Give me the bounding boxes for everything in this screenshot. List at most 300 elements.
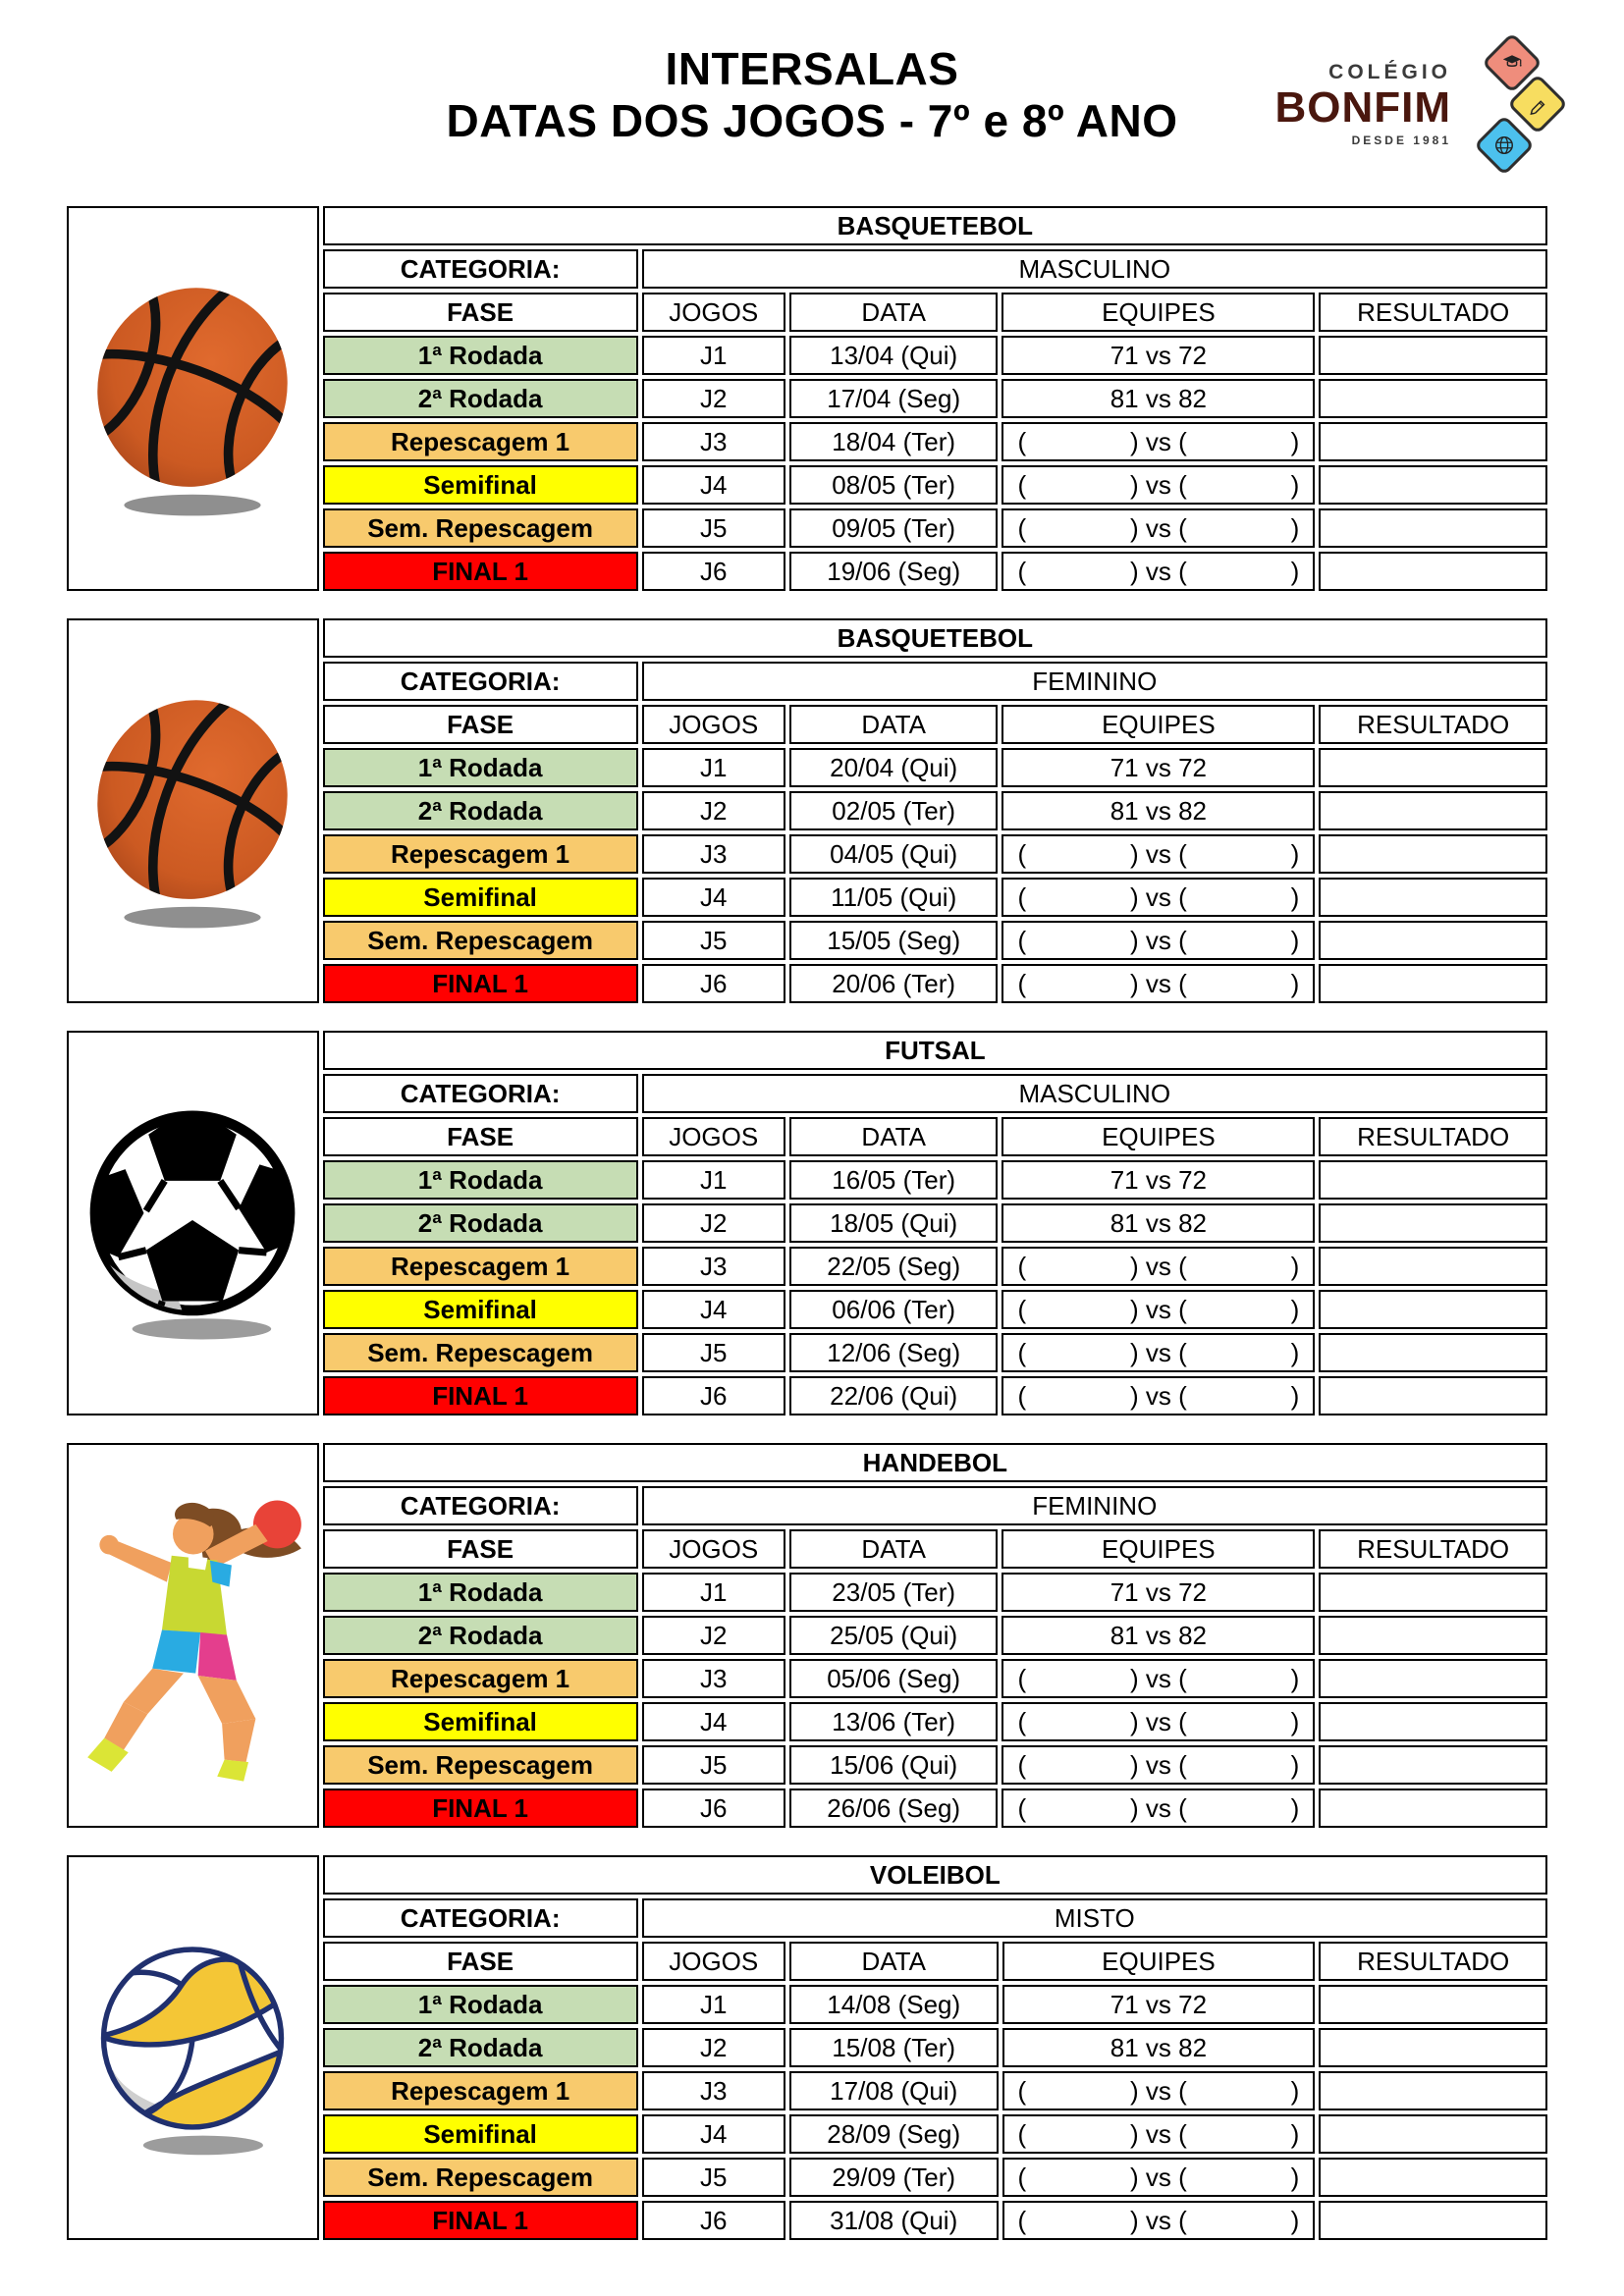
equipes-blank-template: [1007, 839, 1309, 870]
jogo-cell: J4: [642, 878, 785, 917]
jogo-cell: J6: [642, 1789, 785, 1828]
sport-icon-cell: [67, 1855, 319, 2240]
column-header-data: DATA: [789, 1942, 999, 1981]
logo-text: [1274, 62, 1451, 146]
equipes-blank-template: [1008, 2119, 1310, 2150]
resultado-cell: [1319, 2028, 1547, 2067]
handball-player-icon: [73, 1765, 319, 1794]
equipes-paren: ): [1290, 968, 1300, 998]
resultado-cell: [1319, 1745, 1547, 1785]
equipes-paren: ): [1290, 2118, 1300, 2149]
equipes-blank-template: [1007, 969, 1309, 999]
column-header-equipes: EQUIPES: [1001, 293, 1315, 332]
equipes-blank-template: [1007, 1750, 1309, 1781]
equipes-paren: ): [1290, 512, 1300, 543]
fase-cell: 2ª Rodada: [323, 1616, 638, 1655]
equipes-cell: [1002, 2158, 1316, 2197]
categoria-value: MASCULINO: [642, 1074, 1547, 1113]
resultado-cell: [1319, 1247, 1547, 1286]
jogo-cell: J6: [642, 2201, 785, 2240]
equipes-cell: 81 vs 82: [1001, 791, 1315, 830]
fase-cell: FINAL 1: [323, 1789, 638, 1828]
categoria-label: CATEGORIA:: [323, 1486, 638, 1525]
equipes-cell: [1001, 1247, 1315, 1286]
jogo-cell: J2: [642, 791, 785, 830]
equipes-paren: ) vs (: [1129, 1792, 1187, 1823]
data-cell: 08/05 (Ter): [789, 465, 999, 505]
data-cell: 05/06 (Seg): [789, 1659, 999, 1698]
logo-bonfim-label: BONFIM: [1274, 83, 1451, 132]
equipes-paren: (: [1017, 1380, 1027, 1411]
equipes-paren: ) vs (: [1130, 2075, 1187, 2106]
column-header-jogos: JOGOS: [642, 1529, 785, 1569]
equipes-cell: 81 vs 82: [1001, 379, 1315, 418]
jogo-cell: J2: [642, 379, 785, 418]
equipes-paren: ) vs (: [1129, 968, 1187, 998]
resultado-cell: [1319, 2158, 1547, 2197]
column-header-data: DATA: [789, 1529, 999, 1569]
equipes-paren: ) vs (: [1129, 1294, 1187, 1324]
fase-cell: FINAL 1: [323, 552, 638, 591]
schedule-table-basquetebol-feminino: [63, 614, 1551, 1007]
jogo-cell: J4: [642, 465, 785, 505]
fase-cell: Sem. Repescagem: [323, 508, 638, 548]
equipes-paren: (: [1017, 2075, 1027, 2106]
schedule-table-voleibol-misto: [63, 1851, 1551, 2244]
column-header-equipes: EQUIPES: [1001, 1117, 1315, 1156]
equipes-paren: ): [1290, 426, 1300, 456]
resultado-cell: [1319, 1290, 1547, 1329]
table-row: [67, 618, 1547, 658]
equipes-cell: 71 vs 72: [1001, 1160, 1315, 1200]
equipes-cell: [1001, 878, 1315, 917]
column-header-fase: FASE: [323, 293, 638, 332]
equipes-cell: [1001, 508, 1315, 548]
resultado-cell: [1319, 878, 1547, 917]
fase-cell: 2ª Rodada: [323, 1203, 638, 1243]
equipes-blank-template: [1007, 1664, 1309, 1694]
equipes-paren: (: [1017, 1251, 1027, 1281]
volleyball-icon: [85, 2135, 299, 2164]
equipes-paren: ): [1290, 1294, 1300, 1324]
equipes-blank-template: [1007, 1381, 1309, 1412]
column-header-fase: FASE: [323, 705, 638, 744]
jogo-cell: J3: [642, 1247, 785, 1286]
equipes-paren: (: [1017, 881, 1027, 912]
column-header-resultado: RESULTADO: [1319, 293, 1547, 332]
data-cell: 29/09 (Ter): [789, 2158, 999, 2197]
data-cell: 18/05 (Qui): [789, 1203, 999, 1243]
equipes-paren: ): [1290, 838, 1300, 869]
equipes-paren: ): [1290, 881, 1300, 912]
equipes-cell: 71 vs 72: [1001, 336, 1315, 375]
data-cell: 19/06 (Seg): [789, 552, 999, 591]
equipes-paren: ) vs (: [1129, 881, 1187, 912]
equipes-cell: [1002, 2201, 1316, 2240]
equipes-paren: ): [1290, 1380, 1300, 1411]
schedule-table-futsal-masculino: [63, 1027, 1551, 1419]
fase-cell: Repescagem 1: [323, 834, 638, 874]
column-header-jogos: JOGOS: [642, 705, 785, 744]
data-cell: 15/05 (Seg): [789, 921, 999, 960]
equipes-cell: [1002, 2071, 1316, 2110]
sport-icon-cell: [67, 1031, 319, 1415]
equipes-cell: [1001, 964, 1315, 1003]
data-cell: 22/06 (Qui): [789, 1376, 999, 1415]
equipes-paren: ): [1290, 1792, 1300, 1823]
resultado-cell: [1319, 748, 1547, 787]
basketball-icon: [75, 496, 310, 525]
sport-title: FUTSAL: [323, 1031, 1547, 1070]
column-header-fase: FASE: [323, 1529, 638, 1569]
equipes-cell: [1001, 1702, 1315, 1741]
resultado-cell: [1319, 1160, 1547, 1200]
page-title-line2: DATAS DOS JOGOS - 7º e 8º ANO: [446, 94, 1178, 146]
equipes-blank-template: [1007, 470, 1309, 501]
data-cell: 18/04 (Ter): [789, 422, 999, 461]
equipes-paren: (: [1017, 1792, 1027, 1823]
resultado-cell: [1319, 1203, 1547, 1243]
equipes-paren: ): [1290, 1749, 1300, 1780]
column-header-data: DATA: [789, 705, 999, 744]
equipes-paren: (: [1017, 1663, 1027, 1693]
column-header-jogos: JOGOS: [642, 1117, 785, 1156]
data-cell: 15/06 (Qui): [789, 1745, 999, 1785]
equipes-paren: ) vs (: [1129, 426, 1187, 456]
fase-cell: Repescagem 1: [323, 1659, 638, 1698]
jogo-cell: J5: [642, 921, 785, 960]
data-cell: 31/08 (Qui): [789, 2201, 999, 2240]
equipes-cell: [1001, 1290, 1315, 1329]
equipes-cell: [1001, 1376, 1315, 1415]
data-cell: 04/05 (Qui): [789, 834, 999, 874]
resultado-cell: [1319, 1659, 1547, 1698]
equipes-paren: ) vs (: [1129, 556, 1187, 586]
categoria-value: FEMININO: [642, 662, 1547, 701]
fase-cell: 1ª Rodada: [323, 748, 638, 787]
equipes-blank-template: [1007, 882, 1309, 913]
schedule-table-basquetebol-masculino: [63, 202, 1551, 595]
equipes-cell: 71 vs 72: [1001, 748, 1315, 787]
column-header-jogos: JOGOS: [642, 1942, 785, 1981]
column-header-jogos: JOGOS: [642, 293, 785, 332]
equipes-paren: ): [1290, 2205, 1300, 2235]
equipes-paren: ): [1290, 2162, 1300, 2192]
sport-title: BASQUETEBOL: [323, 618, 1547, 658]
data-cell: 13/06 (Ter): [789, 1702, 999, 1741]
column-header-fase: FASE: [323, 1117, 638, 1156]
equipes-paren: ) vs (: [1129, 1251, 1187, 1281]
jogo-cell: J5: [642, 1333, 785, 1372]
jogo-cell: J4: [642, 2114, 785, 2154]
equipes-blank-template: [1007, 926, 1309, 956]
equipes-cell: [1001, 921, 1315, 960]
column-header-equipes: EQUIPES: [1001, 1529, 1315, 1569]
equipes-paren: ) vs (: [1129, 925, 1187, 955]
equipes-paren: ) vs (: [1129, 1749, 1187, 1780]
equipes-paren: (: [1017, 1337, 1027, 1367]
equipes-paren: ) vs (: [1129, 1337, 1187, 1367]
equipes-cell: 81 vs 82: [1001, 1203, 1315, 1243]
resultado-cell: [1319, 1616, 1547, 1655]
fase-cell: Sem. Repescagem: [323, 921, 638, 960]
logo-colegio-label: COLÉGIO: [1328, 61, 1451, 83]
categoria-label: CATEGORIA:: [323, 1074, 638, 1113]
data-cell: 20/06 (Ter): [789, 964, 999, 1003]
equipes-paren: ): [1290, 1706, 1300, 1736]
column-header-data: DATA: [789, 293, 999, 332]
equipes-paren: ): [1290, 2075, 1300, 2106]
equipes-paren: ): [1290, 1251, 1300, 1281]
jogo-cell: J5: [642, 2158, 785, 2197]
jogo-cell: J2: [642, 1203, 785, 1243]
data-cell: 17/08 (Qui): [789, 2071, 999, 2110]
equipes-cell: [1001, 1333, 1315, 1372]
jogo-cell: J6: [642, 1376, 785, 1415]
categoria-value: FEMININO: [642, 1486, 1547, 1525]
equipes-paren: ): [1290, 556, 1300, 586]
data-cell: 13/04 (Qui): [789, 336, 999, 375]
data-cell: 15/08 (Ter): [789, 2028, 999, 2067]
fase-cell: Semifinal: [323, 465, 638, 505]
column-header-equipes: EQUIPES: [1002, 1942, 1316, 1981]
equipes-cell: [1001, 1789, 1315, 1828]
resultado-cell: [1319, 465, 1547, 505]
resultado-cell: [1319, 336, 1547, 375]
column-header-data: DATA: [789, 1117, 999, 1156]
fase-cell: 1ª Rodada: [323, 336, 638, 375]
fase-cell: Repescagem 1: [323, 2071, 638, 2110]
data-cell: 26/06 (Seg): [789, 1789, 999, 1828]
fase-cell: 2ª Rodada: [323, 791, 638, 830]
data-cell: 28/09 (Seg): [789, 2114, 999, 2154]
equipes-paren: ) vs (: [1130, 2205, 1187, 2235]
equipes-paren: ) vs (: [1130, 2162, 1187, 2192]
fase-cell: Semifinal: [323, 1702, 638, 1741]
equipes-paren: ) vs (: [1129, 1706, 1187, 1736]
data-cell: 12/06 (Seg): [789, 1333, 999, 1372]
data-cell: 17/04 (Seg): [789, 379, 999, 418]
equipes-paren: ) vs (: [1129, 1663, 1187, 1693]
resultado-cell: [1319, 2201, 1547, 2240]
data-cell: 23/05 (Ter): [789, 1573, 999, 1612]
soccer-ball-icon: [76, 1319, 309, 1349]
categoria-value: MISTO: [642, 1898, 1547, 1938]
equipes-blank-template: [1007, 513, 1309, 544]
table-row: [67, 206, 1547, 245]
fase-cell: Repescagem 1: [323, 422, 638, 461]
resultado-cell: [1319, 1985, 1547, 2024]
fase-cell: Semifinal: [323, 2114, 638, 2154]
categoria-label: CATEGORIA:: [323, 1898, 638, 1938]
fase-cell: 2ª Rodada: [323, 379, 638, 418]
jogo-cell: J3: [642, 2071, 785, 2110]
resultado-cell: [1319, 1573, 1547, 1612]
fase-cell: Sem. Repescagem: [323, 1333, 638, 1372]
equipes-paren: (: [1017, 2118, 1027, 2149]
jogo-cell: J1: [642, 1573, 785, 1612]
equipes-paren: (: [1017, 556, 1027, 586]
page-header: [0, 0, 1624, 202]
column-header-resultado: RESULTADO: [1319, 1529, 1547, 1569]
resultado-cell: [1319, 1333, 1547, 1372]
resultado-cell: [1319, 2114, 1547, 2154]
data-cell: 25/05 (Qui): [789, 1616, 999, 1655]
column-header-fase: FASE: [323, 1942, 638, 1981]
sport-icon-cell: [67, 206, 319, 591]
sport-title: VOLEIBOL: [323, 1855, 1547, 1895]
table-row: [67, 1443, 1547, 1482]
equipes-blank-template: [1008, 2206, 1310, 2236]
column-header-resultado: RESULTADO: [1319, 705, 1547, 744]
sport-title: BASQUETEBOL: [323, 206, 1547, 245]
data-cell: 11/05 (Qui): [789, 878, 999, 917]
sport-icon-cell: [67, 1443, 319, 1828]
fase-cell: 1ª Rodada: [323, 1985, 638, 2024]
fase-cell: 1ª Rodada: [323, 1573, 638, 1612]
equipes-paren: ): [1290, 1663, 1300, 1693]
jogo-cell: J3: [642, 422, 785, 461]
jogo-cell: J5: [642, 508, 785, 548]
equipes-blank-template: [1007, 1338, 1309, 1368]
fase-cell: Sem. Repescagem: [323, 2158, 638, 2197]
globe-icon: [1474, 115, 1535, 176]
equipes-paren: ): [1290, 469, 1300, 500]
equipes-cell: [1001, 1745, 1315, 1785]
jogo-cell: J2: [642, 1616, 785, 1655]
resultado-cell: [1319, 508, 1547, 548]
equipes-cell: [1001, 422, 1315, 461]
equipes-paren: (: [1017, 838, 1027, 869]
fase-cell: 2ª Rodada: [323, 2028, 638, 2067]
data-cell: 20/04 (Qui): [789, 748, 999, 787]
equipes-blank-template: [1007, 1295, 1309, 1325]
equipes-cell: 71 vs 72: [1002, 1985, 1316, 2024]
jogo-cell: J1: [642, 1160, 785, 1200]
equipes-blank-template: [1008, 2076, 1310, 2107]
equipes-cell: [1001, 465, 1315, 505]
fase-cell: Sem. Repescagem: [323, 1745, 638, 1785]
equipes-cell: [1001, 552, 1315, 591]
resultado-cell: [1319, 552, 1547, 591]
equipes-paren: (: [1017, 2205, 1027, 2235]
table-row: [67, 1855, 1547, 1895]
jogo-cell: J3: [642, 834, 785, 874]
basketball-icon: [75, 908, 310, 937]
jogo-cell: J1: [642, 748, 785, 787]
equipes-paren: (: [1017, 1294, 1027, 1324]
fase-cell: FINAL 1: [323, 1376, 638, 1415]
school-logo: [1274, 39, 1559, 169]
fase-cell: FINAL 1: [323, 964, 638, 1003]
jogo-cell: J4: [642, 1702, 785, 1741]
fase-cell: FINAL 1: [323, 2201, 638, 2240]
resultado-cell: [1319, 1789, 1547, 1828]
jogo-cell: J4: [642, 1290, 785, 1329]
equipes-paren: ) vs (: [1129, 469, 1187, 500]
categoria-label: CATEGORIA:: [323, 249, 638, 289]
data-cell: 09/05 (Ter): [789, 508, 999, 548]
data-cell: 14/08 (Seg): [789, 1985, 999, 2024]
sport-icon-cell: [67, 618, 319, 1003]
resultado-cell: [1319, 1376, 1547, 1415]
jogo-cell: J5: [642, 1745, 785, 1785]
logo-diamonds: [1461, 39, 1559, 169]
logo-desde-label: DESDE 1981: [1351, 133, 1451, 147]
resultado-cell: [1319, 2071, 1547, 2110]
equipes-blank-template: [1007, 1793, 1309, 1824]
jogo-cell: J2: [642, 2028, 785, 2067]
equipes-paren: (: [1017, 1749, 1027, 1780]
equipes-paren: (: [1017, 469, 1027, 500]
resultado-cell: [1319, 791, 1547, 830]
equipes-paren: ) vs (: [1129, 1380, 1187, 1411]
jogo-cell: J6: [642, 552, 785, 591]
equipes-cell: [1001, 1659, 1315, 1698]
equipes-cell: [1002, 2114, 1316, 2154]
equipes-blank-template: [1008, 2163, 1310, 2193]
sport-title: HANDEBOL: [323, 1443, 1547, 1482]
categoria-label: CATEGORIA:: [323, 662, 638, 701]
jogo-cell: J6: [642, 964, 785, 1003]
equipes-blank-template: [1007, 557, 1309, 587]
page-title-line1: INTERSALAS: [665, 43, 959, 94]
equipes-blank-template: [1007, 427, 1309, 457]
equipes-blank-template: [1007, 1252, 1309, 1282]
equipes-paren: ) vs (: [1129, 512, 1187, 543]
equipes-paren: (: [1017, 426, 1027, 456]
column-header-resultado: RESULTADO: [1319, 1942, 1547, 1981]
resultado-cell: [1319, 921, 1547, 960]
fase-cell: Semifinal: [323, 1290, 638, 1329]
resultado-cell: [1319, 1702, 1547, 1741]
jogo-cell: J3: [642, 1659, 785, 1698]
equipes-cell: 81 vs 82: [1001, 1616, 1315, 1655]
categoria-value: MASCULINO: [642, 249, 1547, 289]
column-header-resultado: RESULTADO: [1319, 1117, 1547, 1156]
equipes-cell: 71 vs 72: [1001, 1573, 1315, 1612]
data-cell: 02/05 (Ter): [789, 791, 999, 830]
tables-container: [0, 202, 1624, 2244]
fase-cell: 1ª Rodada: [323, 1160, 638, 1200]
equipes-cell: [1001, 834, 1315, 874]
table-row: [67, 1031, 1547, 1070]
equipes-paren: (: [1017, 968, 1027, 998]
equipes-paren: (: [1017, 512, 1027, 543]
resultado-cell: [1319, 379, 1547, 418]
data-cell: 06/06 (Ter): [789, 1290, 999, 1329]
resultado-cell: [1319, 964, 1547, 1003]
equipes-paren: ) vs (: [1129, 838, 1187, 869]
equipes-paren: ) vs (: [1130, 2118, 1187, 2149]
equipes-cell: 81 vs 82: [1002, 2028, 1316, 2067]
equipes-blank-template: [1007, 1707, 1309, 1737]
jogo-cell: J1: [642, 336, 785, 375]
equipes-paren: (: [1017, 1706, 1027, 1736]
resultado-cell: [1319, 834, 1547, 874]
data-cell: 16/05 (Ter): [789, 1160, 999, 1200]
equipes-paren: (: [1017, 2162, 1027, 2192]
column-header-equipes: EQUIPES: [1001, 705, 1315, 744]
equipes-paren: (: [1017, 925, 1027, 955]
fase-cell: Repescagem 1: [323, 1247, 638, 1286]
equipes-paren: ): [1290, 1337, 1300, 1367]
equipes-paren: ): [1290, 925, 1300, 955]
fase-cell: Semifinal: [323, 878, 638, 917]
data-cell: 22/05 (Seg): [789, 1247, 999, 1286]
resultado-cell: [1319, 422, 1547, 461]
jogo-cell: J1: [642, 1985, 785, 2024]
